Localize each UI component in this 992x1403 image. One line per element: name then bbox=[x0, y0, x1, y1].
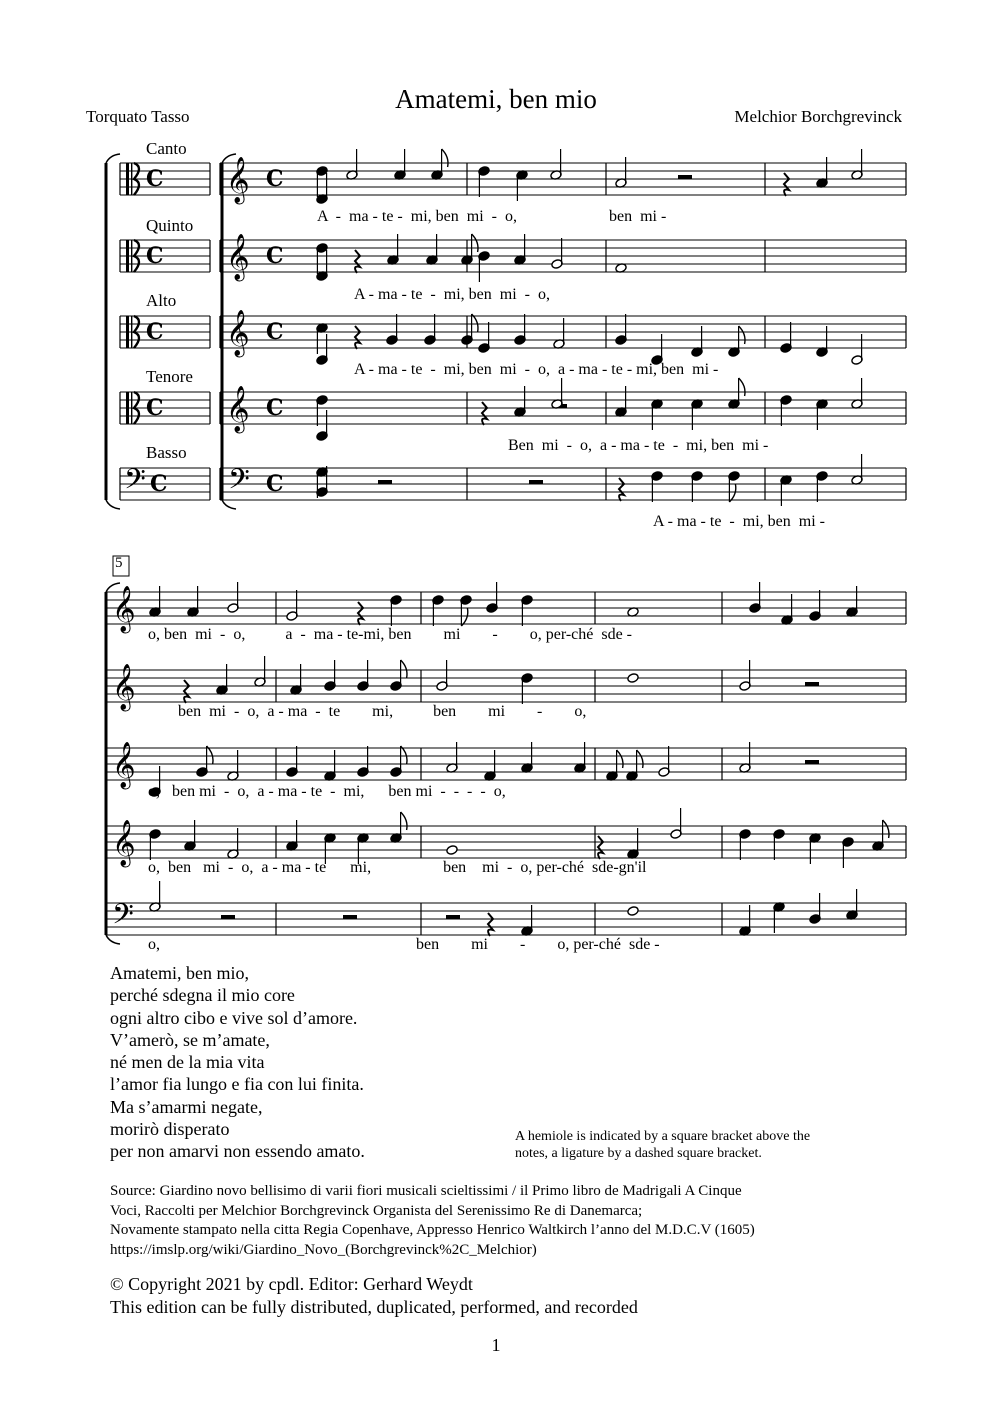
note-flag bbox=[617, 750, 623, 768]
time-signature-c: C bbox=[146, 395, 164, 421]
note-flag bbox=[883, 820, 889, 838]
lyrics-basso-system1: A - ma - te - mi, ben mi - bbox=[653, 513, 825, 530]
page-number: 1 bbox=[491, 1335, 501, 1355]
note-flag bbox=[401, 746, 407, 764]
note-flag bbox=[461, 608, 467, 626]
bass-clef: 𝄢 bbox=[124, 463, 146, 503]
treble-clef: 𝄞 bbox=[226, 310, 250, 356]
time-signature-c: C bbox=[266, 395, 284, 421]
piece-title: Amatemi, ben mio bbox=[395, 84, 597, 114]
note-head bbox=[627, 673, 639, 684]
quarter-rest bbox=[184, 680, 189, 703]
half-rest bbox=[378, 480, 392, 484]
source-line: Voci, Raccolti per Melchior Borchgrevinck Organista del Serenissimo Re di Danemarca; bbox=[110, 1202, 643, 1219]
measure-number: 5 bbox=[115, 555, 123, 571]
treble-clef: 𝄞 bbox=[112, 742, 136, 788]
c-clef-bar bbox=[126, 392, 129, 424]
c-clef-bar bbox=[126, 240, 129, 272]
quarter-rest bbox=[355, 250, 360, 273]
note-flag bbox=[401, 660, 407, 678]
source-citation bbox=[110, 1182, 755, 1260]
system1-brace-top bbox=[106, 154, 120, 163]
note-line: A hemiole is indicated by a square bracket above the bbox=[515, 1129, 811, 1144]
treble-clef: 𝄞 bbox=[226, 234, 250, 280]
voice-label-alto: Alto bbox=[146, 291, 177, 310]
bass-clef: 𝄢 bbox=[112, 898, 134, 938]
treble-clef: 𝄞 bbox=[226, 157, 250, 203]
half-rest bbox=[446, 915, 460, 919]
voice-label-quinto: Quinto bbox=[146, 216, 194, 235]
poem-line: l’amor fia lungo e fia con lui finita. bbox=[110, 1074, 364, 1095]
composer-name: Melchior Borchgrevinck bbox=[734, 107, 902, 126]
note-flag bbox=[729, 484, 735, 502]
c-clef-bar bbox=[131, 163, 132, 195]
lyrics-quinto-system2: ben mi - o, a - ma - te mi, ben mi - o, bbox=[178, 703, 587, 720]
voice-label-tenore: Tenore bbox=[146, 367, 193, 386]
poem-line: perché sdegna il mio core bbox=[110, 985, 295, 1006]
poem-line: V’amerò, se m’amate, bbox=[110, 1029, 270, 1050]
c-clef-bar bbox=[131, 392, 132, 424]
voice-label-canto: Canto bbox=[146, 139, 187, 158]
half-rest bbox=[343, 915, 357, 919]
time-signature-c: C bbox=[150, 471, 168, 497]
note-line: notes, a ligature by a dashed square bracket. bbox=[515, 1146, 762, 1161]
lyrics-basso-system2: o, ben mi - o, per-ché sde - bbox=[148, 936, 660, 953]
poem-line: morirò disperato bbox=[110, 1119, 230, 1140]
editorial-note bbox=[515, 1128, 810, 1162]
half-rest bbox=[805, 760, 819, 764]
lyrics-canto-system2: o, ben mi - o, a - ma - te-mi, ben mi - o, per-ché sde - bbox=[148, 626, 633, 643]
lyrics-alto-system2: o, ben mi - o, a - ma - te - mi, ben mi - - - - o, bbox=[148, 783, 506, 800]
quarter-rest bbox=[784, 173, 789, 196]
source-link[interactable]: https://imslp.org/wiki/Giardino_Novo_(Borchgrevinck%2C_Melchior) bbox=[110, 1241, 537, 1258]
poem-line: Ma s’amarmi negate, bbox=[110, 1096, 263, 1117]
lyrics-tenore-system1: Ben mi - o, a - ma - te - mi, ben mi - bbox=[508, 437, 769, 454]
note-head bbox=[446, 845, 458, 856]
lyrics-alto-system1: A - ma - te - mi, ben mi - o, a - ma - te - mi, ben mi - bbox=[354, 361, 719, 378]
license-line: This edition can be fully distributed, duplicated, performed, and recorded bbox=[110, 1296, 638, 1317]
poem-line: né men de la mia vita bbox=[110, 1052, 265, 1073]
half-rest bbox=[529, 480, 543, 484]
note-flag bbox=[442, 149, 448, 167]
note-flag bbox=[472, 314, 478, 332]
system1-brace-bottom bbox=[106, 500, 120, 509]
treble-clef: 𝄞 bbox=[112, 664, 136, 710]
copyright-line: © Copyright 2021 by cpdl. Editor: Gerhard Weydt bbox=[110, 1274, 473, 1294]
time-signature-c: C bbox=[266, 243, 284, 269]
note-flag bbox=[739, 378, 745, 396]
time-signature-c: C bbox=[146, 319, 164, 345]
poem-line: ogni altro cibo e vive sol d’amore. bbox=[110, 1007, 358, 1028]
c-clef-bar bbox=[126, 316, 129, 348]
half-rest bbox=[805, 682, 819, 686]
quarter-rest bbox=[598, 836, 603, 859]
note-flag bbox=[472, 234, 478, 252]
lyrics-canto-system1: A - ma - te - mi, ben mi - o, ben mi - bbox=[317, 208, 667, 225]
voice-label-basso: Basso bbox=[146, 443, 187, 462]
half-rest bbox=[678, 175, 692, 179]
source-line: Novamente stampato nella citta Regia Copenhave, Appresso Henrico Waltkirch l’anno del M.D.C.V (1605) bbox=[110, 1222, 755, 1238]
lyrics-tenore-system2: o, ben mi - o, a - ma - te mi, ben mi - o, per-ché sde-gn'il bbox=[148, 859, 647, 876]
quarter-rest bbox=[488, 913, 493, 936]
note-flag bbox=[207, 746, 213, 764]
treble-clef: 𝄞 bbox=[226, 386, 250, 432]
note-head bbox=[627, 906, 639, 917]
poet-name: Torquato Tasso bbox=[86, 107, 190, 126]
poem-line: Amatemi, ben mio, bbox=[110, 963, 249, 983]
time-signature-c: C bbox=[146, 243, 164, 269]
source-line: Source: Giardino novo bellisimo di varii fiori musicali scieltissimi / il Primo libro de Madrigali A Cinque bbox=[110, 1183, 742, 1199]
c-clef-bar bbox=[131, 316, 132, 348]
time-signature-c: C bbox=[146, 166, 164, 192]
quarter-rest bbox=[482, 402, 487, 425]
quarter-rest bbox=[358, 602, 363, 625]
poem-text bbox=[110, 962, 365, 1163]
lyrics-quinto-system1: A - ma - te - mi, ben mi - o, bbox=[354, 286, 550, 303]
copyright-notice bbox=[110, 1273, 638, 1318]
bass-clef: 𝄢 bbox=[228, 463, 250, 503]
c-clef-bar bbox=[126, 163, 129, 195]
quarter-rest bbox=[355, 326, 360, 349]
note-flag bbox=[637, 750, 643, 768]
c-clef-bar bbox=[131, 240, 132, 272]
note-flag bbox=[739, 326, 745, 344]
poem-line: per non amarvi non essendo amato. bbox=[110, 1141, 365, 1162]
time-signature-c: C bbox=[266, 319, 284, 345]
time-signature-c: C bbox=[266, 166, 284, 192]
time-signature-c: C bbox=[266, 471, 284, 497]
treble-clef: 𝄞 bbox=[112, 586, 136, 632]
half-rest bbox=[221, 915, 235, 919]
quarter-rest bbox=[619, 478, 624, 501]
note-flag bbox=[401, 812, 407, 830]
treble-clef: 𝄞 bbox=[112, 820, 136, 866]
